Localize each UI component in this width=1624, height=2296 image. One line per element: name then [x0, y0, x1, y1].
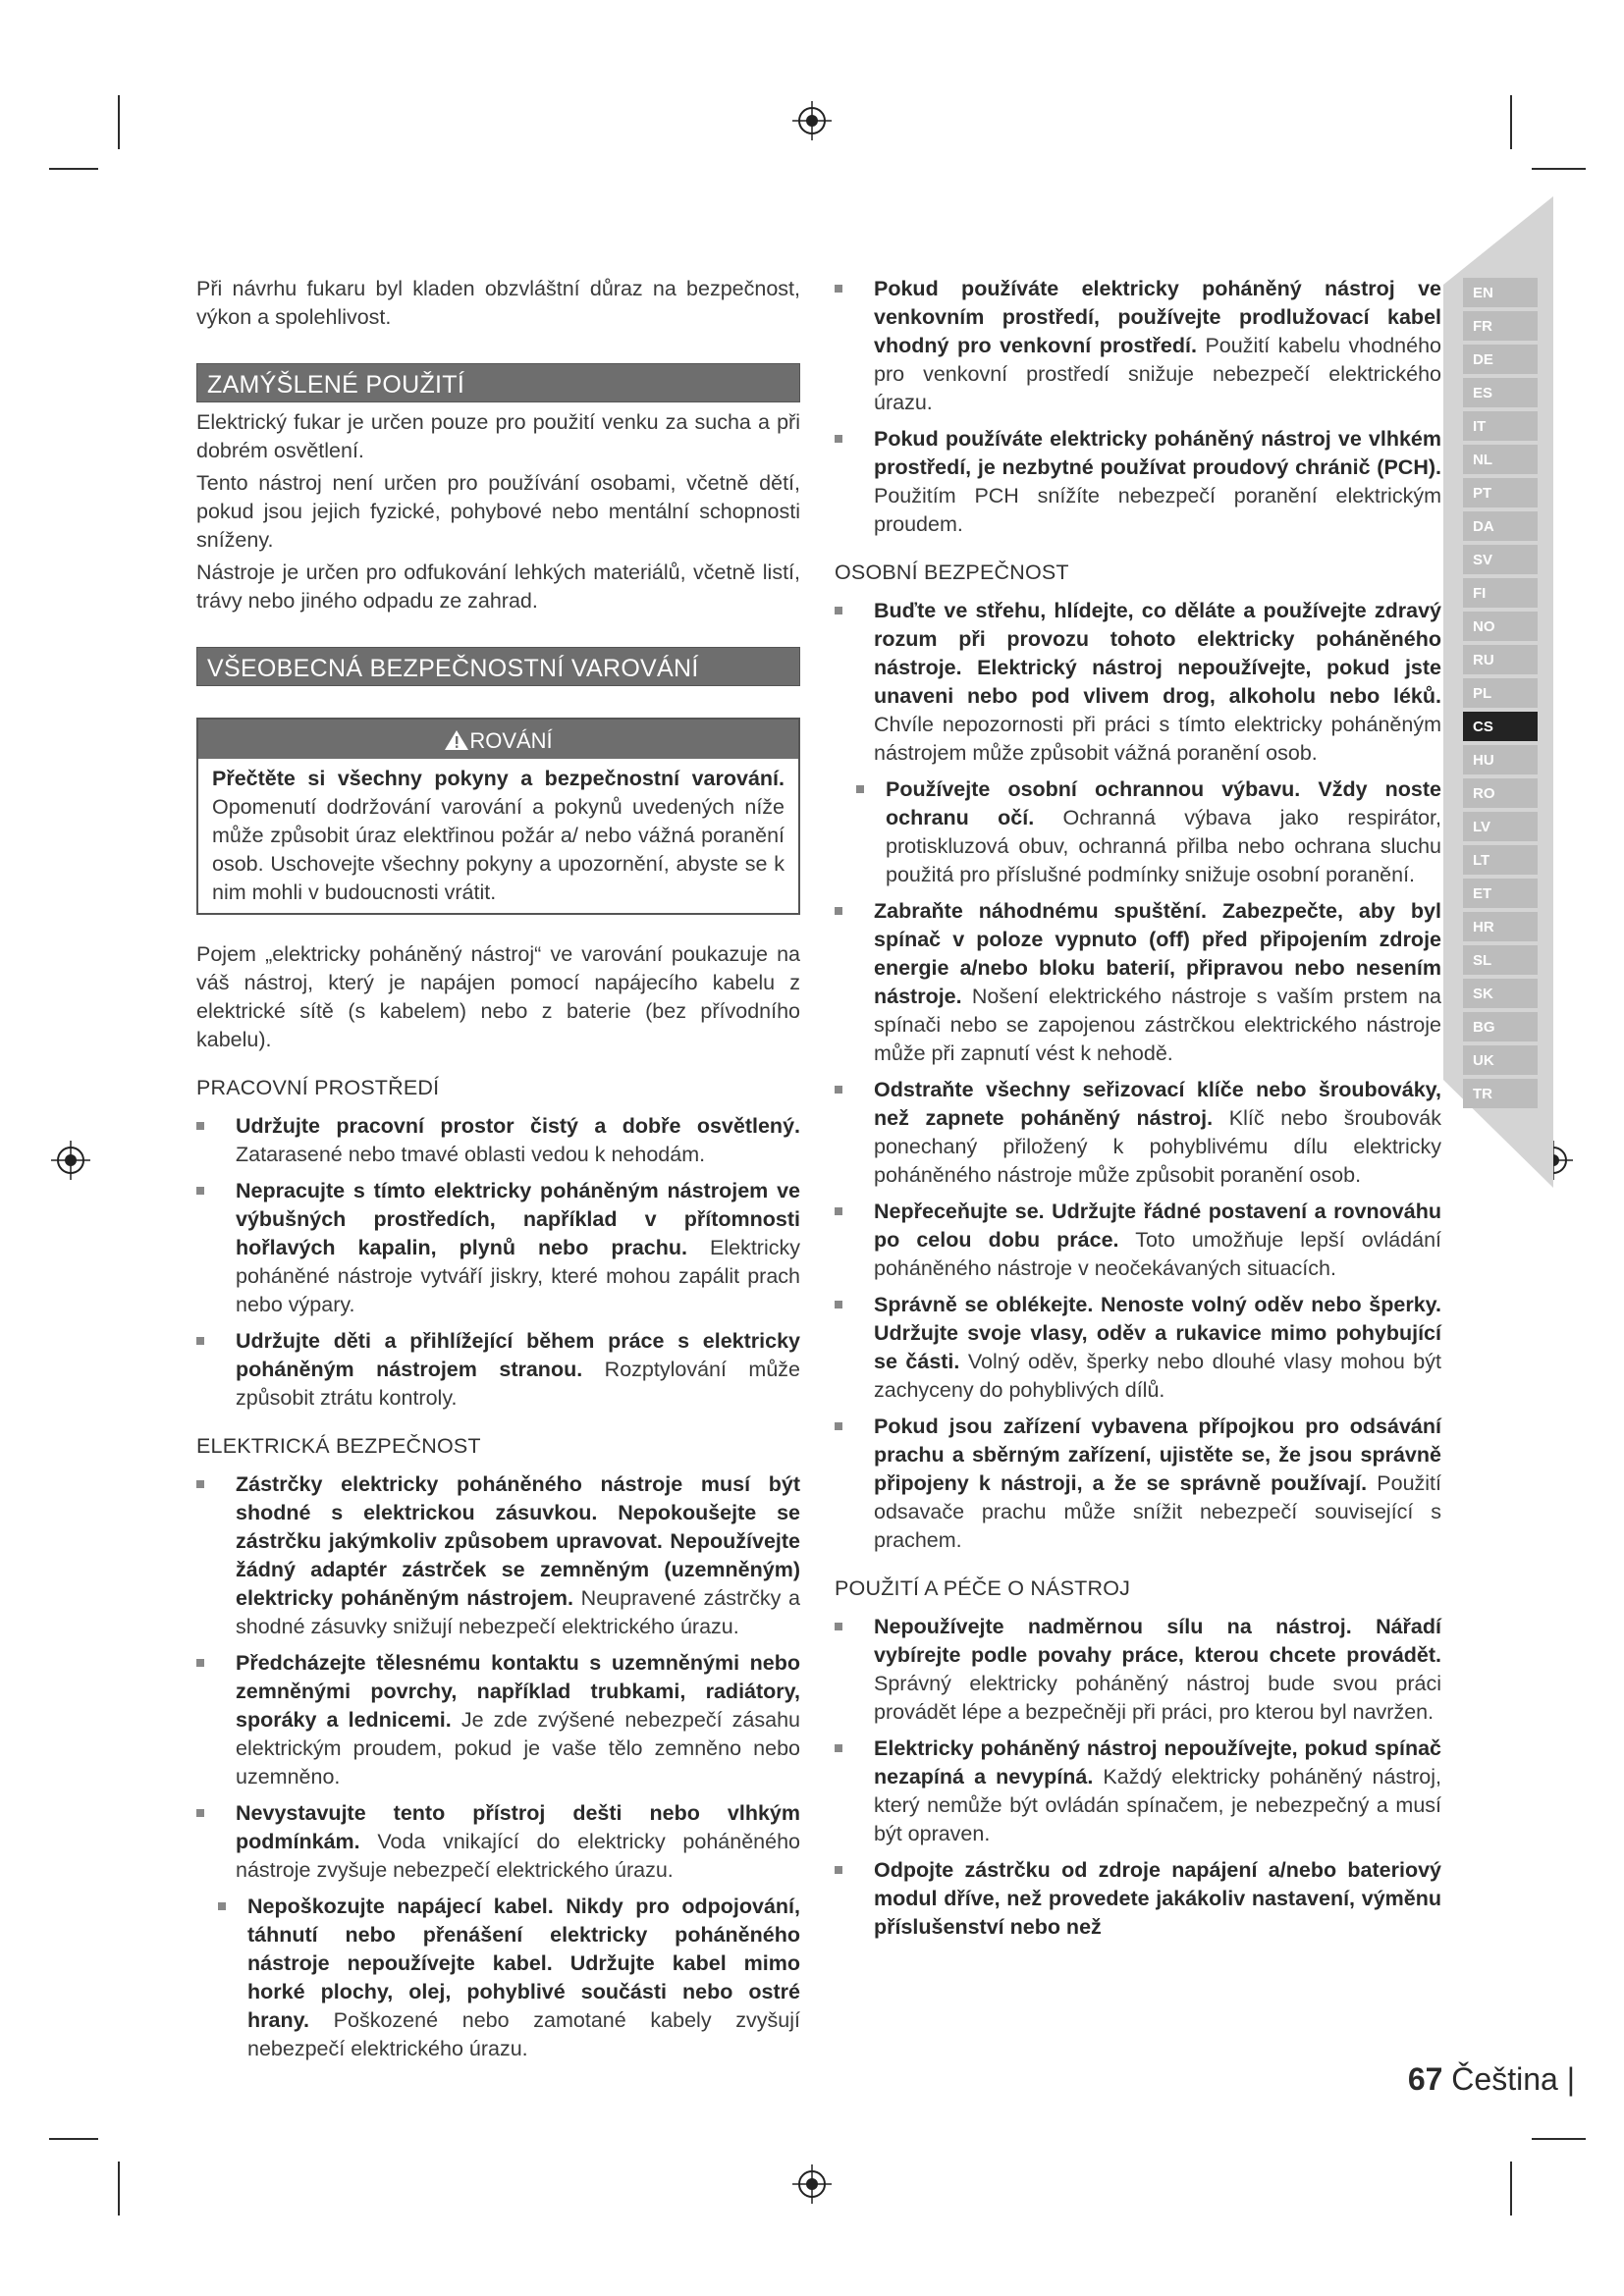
- list-item: Nepřeceňujte se. Udržujte řádné postavení a rovnováhu po celou dobu práce. Toto umožňuje lepší ovládání poháněného nástroje v neočekávaných situacích.: [835, 1198, 1441, 1283]
- bullet-square-icon: [835, 1866, 842, 1874]
- electrical-list-continued: [835, 275, 1441, 539]
- warning-text: Opomenutí dodržování varování a pokynů uvedených níže může způsobit úraz elektřinou požár a/ nebo vážná poranění osob. Uschovejte všechny pokyny a upozornění, abyste se k nim mohli v budoucnosti vrátit.: [212, 795, 785, 904]
- language-tab-es[interactable]: ES: [1463, 378, 1538, 407]
- language-tab-fi[interactable]: FI: [1463, 578, 1538, 608]
- list-item: Udržujte pracovní prostor čistý a dobře osvětlený. Zatarasené nebo tmavé oblasti vedou k nehodám.: [196, 1112, 800, 1169]
- bullet-square-icon: [196, 1337, 204, 1345]
- crop-mark: [1510, 95, 1512, 149]
- language-tab-fr[interactable]: FR: [1463, 311, 1538, 341]
- electrical-heading: ELEKTRICKÁ BEZPEČNOST: [196, 1434, 481, 1458]
- warning-body: [198, 759, 798, 913]
- language-tab-pt[interactable]: PT: [1463, 478, 1538, 507]
- language-tab-en[interactable]: EN: [1463, 278, 1538, 307]
- language-tab-de[interactable]: DE: [1463, 345, 1538, 374]
- intended-use-paragraph: Elektrický fukar je určen pouze pro použití venku za sucha a při dobrém osvětlení.: [196, 410, 800, 462]
- bullet-square-icon: [835, 1744, 842, 1752]
- warning-header: [198, 720, 798, 759]
- list-item: Správně se oblékejte. Nenoste volný oděv nebo šperky. Udržujte svoje vlasy, oděv a rukavice mimo pohybující se části. Volný oděv, šperky nebo dlouhé vlasy mohou být zachyceny do pohyblivých dílů.: [835, 1291, 1441, 1405]
- language-tab-pl[interactable]: PL: [1463, 678, 1538, 708]
- bullet-square-icon: [835, 607, 842, 614]
- language-tab-et[interactable]: ET: [1463, 879, 1538, 908]
- language-tab-sv[interactable]: SV: [1463, 545, 1538, 574]
- personal-safety-heading: OSOBNÍ BEZPEČNOST: [835, 561, 1069, 584]
- registration-mark-icon: [51, 1141, 90, 1180]
- registration-mark-icon: [792, 2164, 832, 2204]
- list-item: Pokud používáte elektricky poháněný nástroj ve venkovním prostředí, používejte prodlužovací kabel vhodný pro venkovní prostředí. Použití kabelu vhodného pro venkovní prostředí snižuje nebezpečí elektrického úrazu.: [835, 275, 1441, 417]
- crop-mark: [1532, 168, 1586, 170]
- intended-use-heading: ZAMÝŠLENÉ POUŽITÍ: [196, 363, 800, 402]
- list-item: Nevystavujte tento přístroj dešti nebo vlhkým podmínkám. Voda vnikající do elektricky poháněného nástroje zvyšuje nebezpečí elektrického úrazu.: [196, 1799, 800, 1885]
- bullet-square-icon: [196, 1809, 204, 1817]
- bullet-square-icon: [196, 1659, 204, 1667]
- left-column: [196, 275, 800, 2071]
- bullet-square-icon: [835, 435, 842, 443]
- list-item: Odpojte zástrčku od zdroje napájení a/nebo bateriový modul dříve, než provedete jakákoliv nastavení, výměnu příslušenství nebo než: [835, 1856, 1441, 1942]
- bullet-square-icon: [856, 785, 864, 793]
- language-tab-it[interactable]: IT: [1463, 411, 1538, 441]
- language-tab-no[interactable]: NO: [1463, 612, 1538, 641]
- bullet-square-icon: [218, 1902, 226, 1910]
- language-tab-lt[interactable]: LT: [1463, 845, 1538, 875]
- list-item: Pokud používáte elektricky poháněný nástroj ve vlhkém prostředí, je nezbytné používat proudový chránič (PCH). Použitím PCH snížíte nebezpečí poranění elektrickým proudem.: [835, 425, 1441, 539]
- language-tab-ro[interactable]: RO: [1463, 778, 1538, 808]
- list-item: Předcházejte tělesnému kontaktu s uzemněnými nebo zemněnými povrchy, například trubkami, radiátory, sporáky a lednicemi. Je zde zvýšené nebezpečí zásahu elektrickým proudem, pokud je vaše tělo zemněno nebo uzemněno.: [196, 1649, 800, 1791]
- intended-use-paragraph: Tento nástroj není určen pro používání osobami, včetně dětí, pokud jsou jejich fyzické, pohybové nebo mentální schopnosti sníženy.: [196, 471, 800, 552]
- bullet-square-icon: [835, 907, 842, 915]
- list-item: Pokud jsou zařízení vybavena přípojkou pro odsávání prachu a sběrným zařízení, ujistěte se, že jsou správně připojeny k nástroji, a že se správně používají. Použití odsavače prachu může snížit nebezpečí související s prachem.: [835, 1413, 1441, 1555]
- footer-language: Čeština |: [1451, 2061, 1575, 2097]
- language-tab-sk[interactable]: SK: [1463, 979, 1538, 1008]
- crop-mark: [118, 95, 120, 149]
- bullet-square-icon: [196, 1122, 204, 1130]
- personal-safety-list: [835, 597, 1441, 1555]
- bullet-square-icon: [196, 1187, 204, 1195]
- warning-title: ROVÁNÍ: [469, 728, 553, 753]
- warning-box: [196, 718, 800, 915]
- right-column: [835, 275, 1441, 1949]
- language-tab-nl[interactable]: NL: [1463, 445, 1538, 474]
- list-item: Zabraňte náhodnému spuštění. Zabezpečte, aby byl spínač v poloze vypnuto (off) před připojením zdroje energie a/nebo bloku baterií, připravou nebo nesením nástroje. Nošení elektrického nástroje s vaším prstem na spínači nebo se zapojenou zástrčkou elektrického nástroje může při zapnutí vést k nehodě.: [835, 897, 1441, 1068]
- registration-mark-icon: [792, 101, 832, 140]
- workplace-heading: PRACOVNÍ PROSTŘEDÍ: [196, 1076, 440, 1099]
- list-item: Zástrčky elektricky poháněného nástroje musí být shodné s elektrickou zásuvkou. Nepokoušejte se zástrčku jakýmkoliv způsobem upravovat. Nepoužívejte žádný adaptér zástrček se zemněným (uzemněným) elektricky poháněným nástrojem. Neupravené zástrčky a shodné zásuvky snižují nebezpečí elektrického úrazu.: [196, 1470, 800, 1641]
- page-footer: [1408, 2061, 1575, 2098]
- language-tab-hr[interactable]: HR: [1463, 912, 1538, 941]
- list-item: Buďte ve střehu, hlídejte, co děláte a používejte zdravý rozum při provozu tohoto elektricky poháněného nástroje. Elektrický nástroj nepoužívejte, pokud jste unaveni nebo pod vlivem drog, alkoholu nebo léků. Chvíle nepozornosti při práci s tímto elektricky poháněným nástrojem může způsobit vážná poranění osob.: [835, 597, 1441, 768]
- language-tab-da[interactable]: DA: [1463, 511, 1538, 541]
- language-tab-cs[interactable]: CS: [1463, 712, 1538, 741]
- bullet-square-icon: [835, 1623, 842, 1630]
- list-item: Elektricky poháněný nástroj nepoužívejte, pokud spínač nezapíná a nevypíná. Každý elektricky poháněný nástroj, který nemůže být ovládán spínačem, je nebezpečný a musí být opraven.: [835, 1735, 1441, 1848]
- intro-paragraph: Při návrhu fukaru byl kladen obzvláštní důraz na bezpečnost, výkon a spolehlivost.: [196, 277, 800, 329]
- language-tab-lv[interactable]: LV: [1463, 812, 1538, 841]
- language-tab-bg[interactable]: BG: [1463, 1012, 1538, 1041]
- general-safety-heading: VŠEOBECNÁ BEZPEČNOSTNÍ VAROVÁNÍ: [196, 647, 800, 686]
- bullet-square-icon: [835, 1086, 842, 1094]
- language-tab-tr[interactable]: TR: [1463, 1079, 1538, 1108]
- crop-mark: [1532, 2138, 1586, 2140]
- bullet-square-icon: [835, 1301, 842, 1308]
- list-item: Nepoužívejte nadměrnou sílu na nástroj. Nářadí vybírejte podle povahy práce, kterou chcete provádět. Správný elektricky poháněný nástroj bude svou práci provádět lépe a bezpečněji při práci, pro kterou byl navržen.: [835, 1613, 1441, 1727]
- warning-triangle-icon: [444, 729, 469, 751]
- language-tab-ru[interactable]: RU: [1463, 645, 1538, 674]
- language-tab-sl[interactable]: SL: [1463, 945, 1538, 975]
- crop-mark: [49, 168, 98, 170]
- language-tab-uk[interactable]: UK: [1463, 1045, 1538, 1075]
- language-tabs: [1463, 278, 1538, 1112]
- crop-mark: [1510, 2162, 1512, 2216]
- language-tab-hu[interactable]: HU: [1463, 745, 1538, 774]
- crop-mark: [118, 2162, 120, 2216]
- crop-mark: [49, 2138, 98, 2140]
- list-item: Udržujte děti a přihlížející během práce s elektricky poháněným nástrojem stranou. Rozptylování může způsobit ztrátu kontroly.: [196, 1327, 800, 1413]
- electrical-list: [196, 1470, 800, 2063]
- bullet-square-icon: [196, 1480, 204, 1488]
- list-item: Odstraňte všechny seřizovací klíče nebo šroubováky, než zapnete poháněný nástroj. Klíč nebo šroubovák ponechaný přiložený k pohyblivému dílu elektricky poháněného nástroje může způsobit poranění osob.: [835, 1076, 1441, 1190]
- bullet-square-icon: [835, 285, 842, 293]
- definition-paragraph: Pojem „elektricky poháněný nástroj“ ve varování poukazuje na váš nástroj, který je napájen pomocí napájecího kabelu z elektrické sítě (s kabelem) nebo z baterie (bez přívodního kabelu).: [196, 942, 800, 1051]
- bullet-square-icon: [835, 1207, 842, 1215]
- workplace-list: [196, 1112, 800, 1413]
- warning-bold-text: Přečtěte si všechny pokyny a bezpečnostní varování.: [212, 767, 785, 790]
- use-care-list: [835, 1613, 1441, 1942]
- intended-use-paragraph: Nástroje je určen pro odfukování lehkých materiálů, včetně listí, trávy nebo jiného odpadu ze zahrad.: [196, 561, 800, 613]
- page-number: 67: [1407, 2061, 1443, 2097]
- bullet-square-icon: [835, 1422, 842, 1430]
- use-care-heading: POUŽITÍ A PÉČE O NÁSTROJ: [835, 1576, 1131, 1600]
- list-item: Nepoškozujte napájecí kabel. Nikdy pro odpojování, táhnutí nebo přenášení elektricky poháněného nástroje nepoužívejte kabel. Udržujte kabel mimo horké plochy, olej, pohyblivé součásti nebo ostré hrany. Poškozené nebo zamotané kabely zvyšují nebezpečí elektrického úrazu.: [196, 1893, 800, 2063]
- list-item: Nepracujte s tímto elektricky poháněným nástrojem ve výbušných prostředích, například v přítomnosti hořlavých kapalin, plynů nebo prachu. Elektricky poháněné nástroje vytváří jiskry, které mohou zapálit prach nebo výpary.: [196, 1177, 800, 1319]
- list-item: Používejte osobní ochrannou výbavu. Vždy noste ochranu očí. Ochranná výbava jako respirátor, protiskluzová obuv, ochranná přilba nebo ochrana sluchu použitá pro příslušné podmínky snižuje osobní poranění.: [835, 775, 1441, 889]
